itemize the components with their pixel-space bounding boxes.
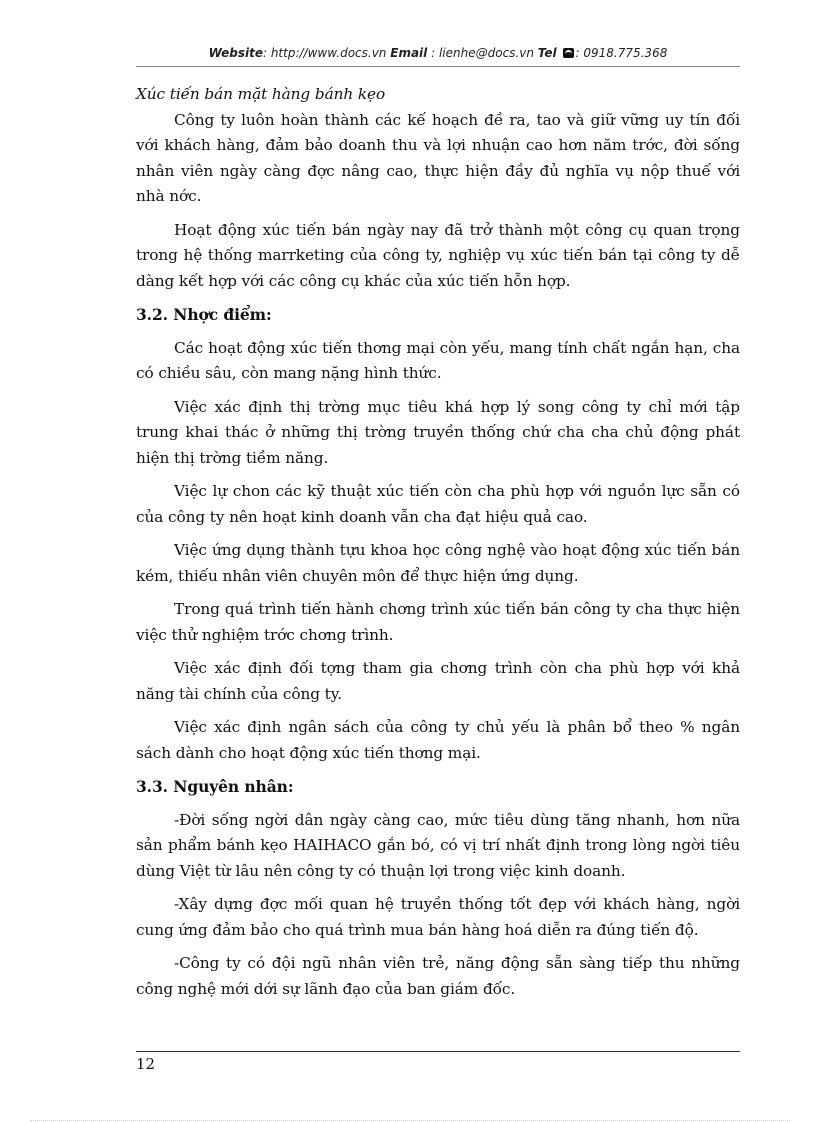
document-body (136, 82, 740, 1010)
paragraph: -Đời sống ngời dân ngày càng cao, mức tiêu dùng tăng nhanh, hơn nữa sản phẩm bánh kẹo HAIHACO gắn bó, có vị trí nhất định trong lòng ngời tiêu dùng Việt từ lâu nên công ty có thuận lợi trong việc kinh doanh. (136, 810, 740, 880)
paragraph: Việc xác định ngân sách của công ty chủ yếu là phân bổ theo % ngân sách dành cho hoạt động xúc tiến thơng mại. (136, 718, 740, 762)
email-label: Email (390, 46, 428, 60)
paragraph: Việc xác định đối tợng tham gia chơng trình còn cha phù hợp với khả năng tài chính của công ty. (136, 659, 740, 703)
figure-caption: Xúc tiến bán mặt hàng bánh kẹo (136, 85, 386, 103)
paragraph: Hoạt động xúc tiến bán ngày nay đã trở thành một công cụ quan trọng trong hệ thống marrketing của công ty, nghiệp vụ xúc tiến bán tại công ty dễ dàng kết hợp với các công cụ khác của xúc tiến hỗn hợp. (136, 220, 740, 290)
tel-value: : 0918.775.368 (575, 46, 668, 60)
paragraph: -Công ty có đội ngũ nhân viên trẻ, năng động sẵn sàng tiếp thu những công nghệ mới dới sự lãnh đạo của ban giám đốc. (136, 954, 740, 998)
paragraph: Công ty luôn hoàn thành các kế hoạch đề ra, tao và giữ vững uy tín đối với khách hàng, đảm bảo doanh thu và lợi nhuận cao hơn năm trớc, đời sống nhân viên ngày càng đợc nâng cao, thực hiện đầy đủ nghĩa vụ nộp thuế với nhà nớc. (136, 110, 740, 205)
paragraph: Các hoạt động xúc tiến thơng mại còn yếu, mang tính chất ngắn hạn, cha có chiều sâu, còn mang nặng hình thức. (136, 338, 740, 382)
paragraph: Trong quá trình tiến hành chơng trình xúc tiến bán công ty cha thực hiện việc thử nghiệm trớc chơng trình. (136, 600, 740, 644)
website-label: Website (208, 46, 263, 60)
page-header (136, 46, 740, 60)
header-divider (136, 66, 740, 67)
section-heading: 3.3. Nguyên nhân: (136, 777, 294, 796)
section-heading: 3.2. Nhợc điểm: (136, 305, 272, 324)
website-value: : http://www.docs.vn (262, 46, 387, 60)
tel-label: Tel (537, 46, 557, 60)
paragraph: Việc xác định thị trờng mục tiêu khá hợp lý song công ty chỉ mới tập trung khai thác ở những thị trờng truyền thống chứ cha cha chủ động phát hiện thị trờng tiềm năng. (136, 397, 740, 467)
paragraph: Việc ứng dụng thành tựu khoa học công nghệ vào hoạt động xúc tiến bán kém, thiếu nhân viên chuyên môn để thực hiện ứng dụng. (136, 541, 740, 585)
page-number: 12 (136, 1055, 156, 1073)
footer-divider (136, 1051, 740, 1052)
page-bottom-border (30, 1120, 790, 1121)
paragraph: Việc lự chon các kỹ thuật xúc tiến còn cha phù hợp với nguồn lực sẵn có của công ty nên hoạt kinh doanh vẫn cha đạt hiệu quả cao. (136, 482, 740, 526)
email-value: : lienhe@docs.vn (431, 46, 534, 60)
phone-icon (563, 48, 574, 58)
paragraph: -Xây dựng đợc mối quan hệ truyền thống tốt đẹp với khách hàng, ngời cung ứng đảm bảo cho quá trình mua bán hàng hoá diễn ra đúng tiến độ. (136, 895, 740, 939)
